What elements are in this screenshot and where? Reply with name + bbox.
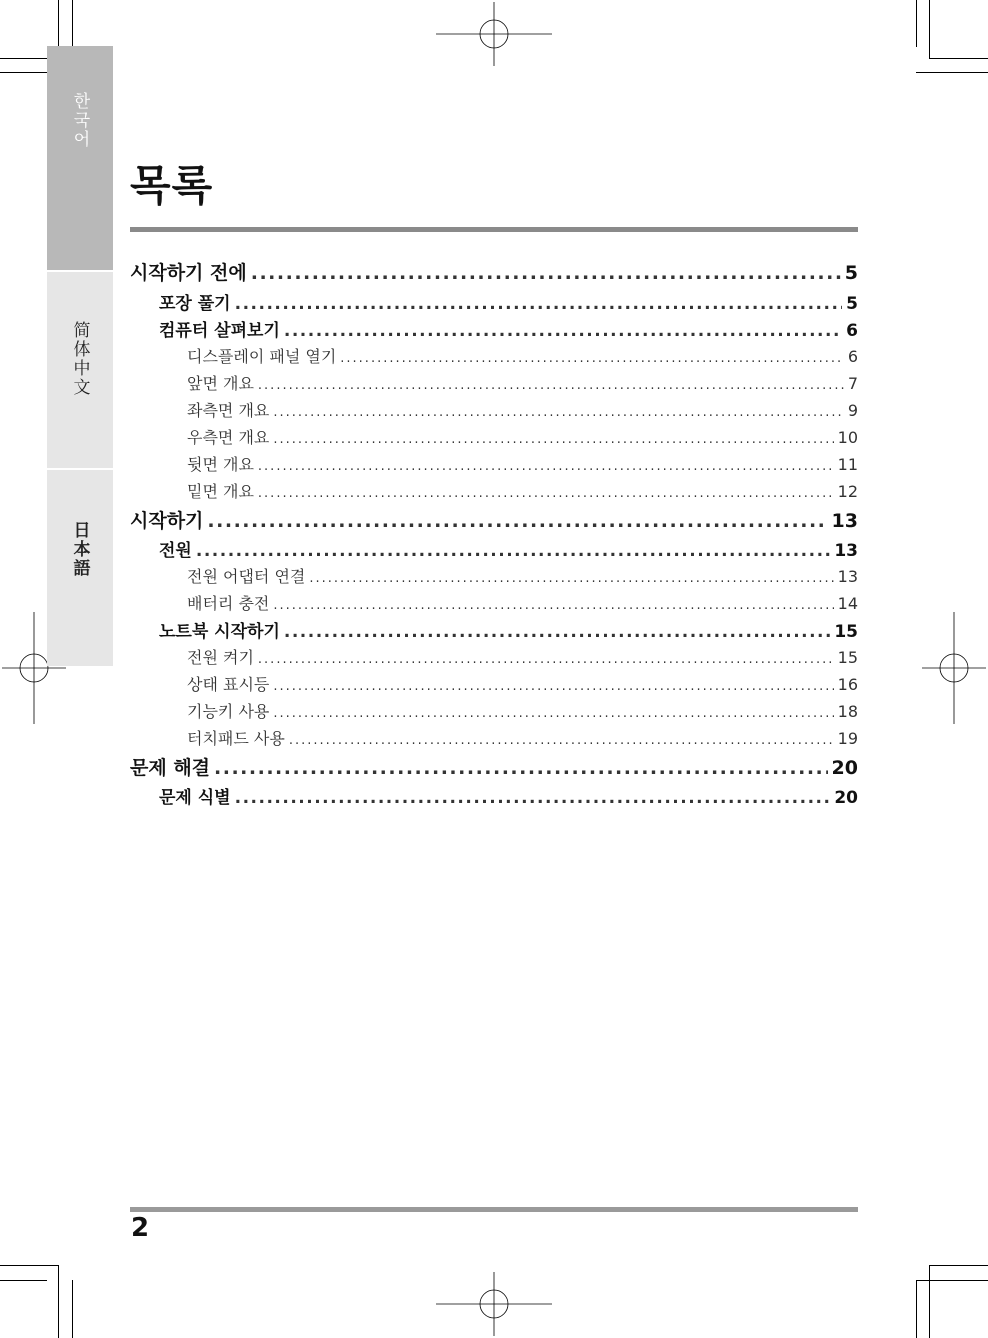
language-tab-japanese[interactable] xyxy=(47,470,113,666)
toc-entry-page: 15 xyxy=(834,622,858,642)
toc-entry[interactable] xyxy=(130,344,858,372)
toc-entry[interactable] xyxy=(130,452,858,480)
toc-leader-dots xyxy=(340,351,844,366)
toc-entry-title: 전원 어댑터 연결 xyxy=(187,567,306,586)
toc-entry-title: 시작하기 전에 xyxy=(130,262,247,284)
toc-entry[interactable] xyxy=(130,645,858,673)
toc-entry[interactable] xyxy=(130,425,858,453)
toc-leader-dots xyxy=(258,652,834,667)
toc-entry-title: 터치패드 사용 xyxy=(187,729,285,748)
toc-entry-page: 6 xyxy=(846,321,858,341)
toc-entry-page: 20 xyxy=(831,757,858,779)
toc-entry[interactable] xyxy=(130,536,858,564)
toc-entry-page: 16 xyxy=(837,675,858,694)
toc-leader-dots xyxy=(273,405,843,420)
toc-leader-dots xyxy=(273,598,833,613)
toc-entry-title: 노트북 시작하기 xyxy=(159,622,280,642)
toc-entry[interactable] xyxy=(130,506,858,534)
toc-leader-dots xyxy=(258,459,834,474)
toc-entry-page: 6 xyxy=(847,347,858,366)
toc-entry-page: 15 xyxy=(837,648,858,667)
toc-entry-page: 14 xyxy=(837,594,858,613)
toc-entry[interactable] xyxy=(130,316,858,344)
toc-leader-dots xyxy=(273,706,833,721)
title-divider xyxy=(130,227,858,232)
footer-divider xyxy=(130,1207,858,1212)
toc-entry[interactable] xyxy=(130,398,858,426)
toc-entry-title: 우측면 개요 xyxy=(187,428,270,447)
toc-entry-page: 5 xyxy=(844,262,858,284)
toc-entry-title: 상태 표시등 xyxy=(187,675,270,694)
toc-entry[interactable] xyxy=(130,479,858,507)
toc-entry-title: 기능키 사용 xyxy=(187,702,270,721)
toc-entry[interactable] xyxy=(130,699,858,727)
toc-leader-dots xyxy=(258,486,834,501)
toc-leader-dots xyxy=(196,541,830,561)
language-tab-korean[interactable] xyxy=(47,46,113,270)
toc-entry-page: 11 xyxy=(837,455,858,474)
registration-mark-bottom xyxy=(436,1272,552,1336)
toc-entry-page: 10 xyxy=(837,428,858,447)
toc-leader-dots xyxy=(251,262,841,284)
toc-entry-page: 9 xyxy=(847,401,858,420)
toc-entry[interactable] xyxy=(130,672,858,700)
language-tab-label: 简体中文 xyxy=(69,321,90,397)
toc-entry-title: 시작하기 xyxy=(130,510,204,532)
toc-entry-page: 5 xyxy=(846,294,858,314)
page-title: 목록 xyxy=(130,161,214,210)
toc-entry-title: 전원 xyxy=(159,541,192,561)
toc-entry[interactable] xyxy=(130,371,858,399)
toc-entry[interactable] xyxy=(130,726,858,754)
toc-entry-title: 문제 해결 xyxy=(130,757,211,779)
toc-leader-dots xyxy=(235,788,831,808)
toc-leader-dots xyxy=(258,378,844,393)
toc-entry-page: 13 xyxy=(837,567,858,586)
toc-leader-dots xyxy=(284,622,830,642)
toc-entry-title: 좌측면 개요 xyxy=(187,401,270,420)
toc-entry-page: 18 xyxy=(837,702,858,721)
toc-entry-title: 문제 식별 xyxy=(159,788,231,808)
toc-entry[interactable] xyxy=(130,258,858,286)
toc-entry[interactable] xyxy=(130,289,858,317)
language-tab-label: 日本語 xyxy=(69,520,90,578)
registration-mark-right xyxy=(922,612,986,724)
toc-entry[interactable] xyxy=(130,783,858,811)
toc-entry[interactable] xyxy=(130,617,858,645)
toc-entry-title: 뒷면 개요 xyxy=(187,455,254,474)
toc-entry-title: 포장 풀기 xyxy=(159,294,231,314)
toc-entry-page: 7 xyxy=(847,374,858,393)
toc-entry-title: 밑면 개요 xyxy=(187,482,254,501)
toc-entry-page: 13 xyxy=(834,541,858,561)
toc-entry[interactable] xyxy=(130,564,858,592)
page-number: 2 xyxy=(131,1213,150,1243)
language-tab-label: 한국어 xyxy=(69,91,90,149)
toc-leader-dots xyxy=(235,294,843,314)
toc-entry[interactable] xyxy=(130,591,858,619)
toc-leader-dots xyxy=(284,321,842,341)
language-tab-chinese[interactable] xyxy=(47,272,113,468)
toc-entry-page: 19 xyxy=(837,729,858,748)
toc-leader-dots xyxy=(214,757,828,779)
toc-leader-dots xyxy=(273,432,833,447)
registration-mark-top xyxy=(436,2,552,66)
toc-entry-title: 전원 켜기 xyxy=(187,648,254,667)
toc-leader-dots xyxy=(207,510,827,532)
toc-entry-title: 앞면 개요 xyxy=(187,374,254,393)
toc-entry-title: 디스플레이 패널 열기 xyxy=(187,347,337,366)
toc-entry-page: 12 xyxy=(837,482,858,501)
toc-entry-title: 배터리 충전 xyxy=(187,594,270,613)
toc-entry[interactable] xyxy=(130,753,858,781)
toc-leader-dots xyxy=(309,571,833,586)
toc-leader-dots xyxy=(273,679,833,694)
toc-entry-title: 컴퓨터 살펴보기 xyxy=(159,321,280,341)
toc-entry-page: 13 xyxy=(831,510,858,532)
toc-leader-dots xyxy=(289,733,834,748)
toc-entry-page: 20 xyxy=(834,788,858,808)
